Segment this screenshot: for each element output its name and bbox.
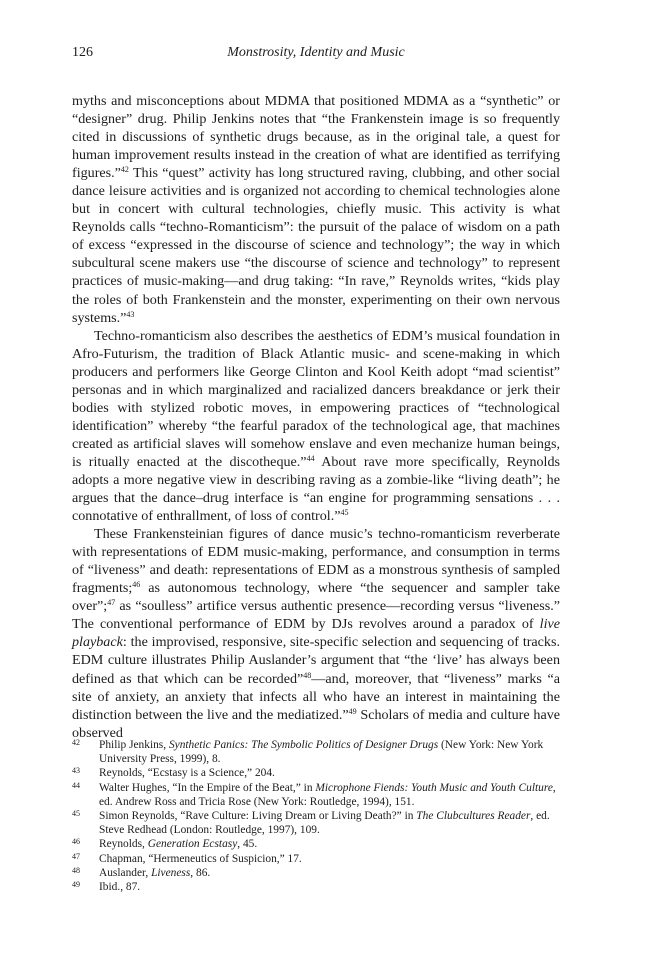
- footnote-text: , 86.: [190, 866, 211, 879]
- footnote: [72, 866, 560, 880]
- footnote: [72, 738, 560, 766]
- emphasis-live-playback: live playback: [72, 616, 560, 651]
- footnote-number: 45: [72, 809, 80, 819]
- footnote-number: 47: [72, 851, 80, 861]
- footnote: [72, 837, 560, 851]
- text-span: : the improvised, responsive, site-specific selection and sequencing of tracks. EDM culture illustrates Philip Auslander’s argument that “the ‘live’ has always been defined as that which can be recorded”: [72, 634, 560, 687]
- footnote: [72, 809, 560, 837]
- footnote-number: 48: [72, 865, 80, 875]
- footnote-text: Simon Reynolds, “Rave Culture: Living Dream or Living Death?” in: [99, 810, 417, 823]
- footnote-ref-43[interactable]: 43: [126, 309, 135, 319]
- footnotes: [72, 738, 560, 894]
- text-span: Scholars of media and culture have observed: [72, 706, 560, 741]
- footnote-text: , 45.: [237, 838, 258, 851]
- footnote-number: 43: [72, 766, 80, 776]
- body-text: [72, 92, 560, 742]
- text-span: Techno-romanticism also describes the aesthetics of EDM’s musical foundation in Afro-Futurism, the tradition of Black Atlantic music- and scene-making in which producers and performers like George Clinton and Kool Keith adopt “mad scientist” personas and in which marginalized and racialized dancers breakdance or jerk their bodies with stylized robotic moves, in empowering practices of “technological identification” whereby “the fearful paradox of the technological age, that machines created as artificial slaves will somehow enslave and even mechanize human beings, is ritually enacted at the discotheque.”: [72, 327, 560, 470]
- footnote: [72, 781, 560, 809]
- footnote-ref-48[interactable]: 48: [303, 670, 312, 680]
- footnote-number: 42: [72, 738, 80, 747]
- text-span: This “quest” activity has long structured raving, clubbing, and other social dance leisure activities and is organized not according to chemical technologies alone but in concert with cultural technologies, chiefly music. This activity is what Reynolds calls “techno-Romanticism”: the pursuit of the palace of wisdom on a path of excess “expressed in the discourse of science and technology”; the way in which subcultural scene makers use “the discourse of science and technology” to represent practices of music-making—and drug taking: “In rave,” Reynolds writes, “kids play the roles of both Frankenstein and the monster, experimenting on their own nervous systems.”: [72, 165, 560, 326]
- text-span: —and, moreover, that “liveness” marks “a site of anxiety, an anxiety that infects all who have an interest in maintaining the distinction between the live and the mediatized.”: [72, 670, 560, 723]
- footnote-number: 46: [72, 837, 80, 847]
- footnote-ref-42[interactable]: 42: [120, 165, 129, 175]
- footnote-text: , ed. Andrew Ross and Tricia Rose (New York: Routledge, 1994), 151.: [99, 781, 556, 808]
- footnote-title: Generation Ecstasy: [147, 838, 238, 851]
- footnote-text: Auslander,: [99, 866, 152, 879]
- footnote-text: Walter Hughes, “In the Empire of the Beat,” in: [99, 781, 316, 794]
- footnote-ref-45[interactable]: 45: [340, 508, 349, 518]
- footnote-text: Reynolds,: [99, 838, 148, 851]
- text-span: as “soulless” artifice versus authentic presence—recording versus “liveness.” The conventional performance of EDM by DJs revolves around a paradox of: [72, 598, 560, 633]
- footnote-ref-49[interactable]: 49: [348, 706, 357, 716]
- footnote: [72, 852, 560, 866]
- text-span: myths and misconceptions about MDMA that positioned MDMA as a “synthetic” or “designer” drug. Philip Jenkins notes that “the Frankenstein image is so frequently cited in discussions of synthetic drugs because, as in the original tale, a quest for human improvement results instead in the creation of what are identified as terrifying figures.”: [72, 93, 560, 182]
- text-span: These Frankensteinian figures of dance music’s techno-romanticism reverberate with representations of EDM music-making, performance, and consumption in terms of “liveness” and death: representations of EDM as a monstrous synthesis of sampled fragments;: [72, 526, 560, 597]
- text-span: as autonomous technology, where “the sequencer and sampler take over”;: [72, 580, 560, 615]
- footnote-text: Ibid., 87.: [99, 881, 141, 894]
- paragraph-2: [72, 327, 560, 526]
- page-header: [72, 45, 560, 67]
- footnote-text: Reynolds, “Ecstasy is a Science,” 204.: [99, 767, 275, 780]
- footnote-text: Philip Jenkins,: [99, 739, 169, 751]
- footnote-ref-46[interactable]: 46: [132, 580, 141, 590]
- page-number: 126: [72, 45, 93, 60]
- footnote-ref-47[interactable]: 47: [107, 598, 116, 608]
- footnote-title: Synthetic Panics: The Symbolic Politics of Designer Drugs: [168, 739, 439, 751]
- footnote-title: Liveness: [151, 866, 191, 879]
- footnote-number: 49: [72, 880, 80, 890]
- footnote-title: The Clubcultures Reader: [416, 810, 531, 823]
- footnote-text: Chapman, “Hermeneutics of Suspicion,” 17.: [99, 852, 302, 865]
- paragraph-3: [72, 525, 560, 742]
- footnote-ref-44[interactable]: 44: [306, 453, 315, 463]
- footnote-text: , ed. Steve Redhead (London: Routledge, 1997), 109.: [99, 810, 550, 837]
- footnote: [72, 880, 560, 894]
- paragraph-1: [72, 92, 560, 327]
- running-title: Monstrosity, Identity and Music: [227, 45, 405, 60]
- footnote-text: (New York: New York University Press, 1999), 8.: [99, 739, 544, 766]
- text-span: About rave more specifically, Reynolds adopts a more negative view in describing raving as a zombie-like “living death”; he argues that the dance–drug interface is “an engine for programming sensations . . . connotative of enthrallment, of loss of control.”: [72, 453, 560, 525]
- footnote-title: Microphone Fiends: Youth Music and Youth Culture: [315, 781, 553, 794]
- footnote: [72, 766, 560, 780]
- footnote-number: 44: [72, 780, 80, 790]
